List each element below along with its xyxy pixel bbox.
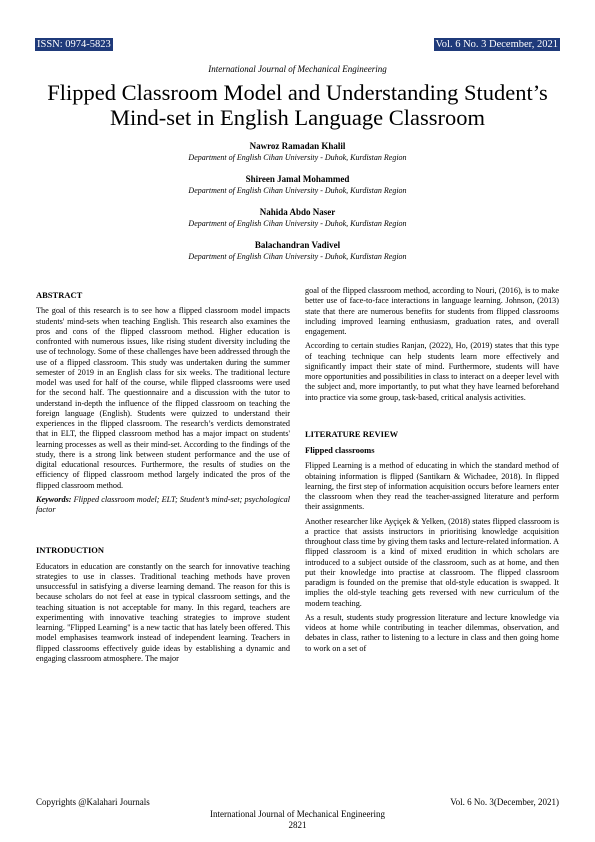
footer-copyright: Copyrights @Kalahari Journals [36,797,150,807]
author-block [30,173,565,197]
author-name: Shireen Jamal Mohammed [245,174,350,184]
author-affiliation: Department of English Cihan University - Duhok, Kurdistan Region [188,186,407,195]
author-block [30,206,565,230]
abstract-text: The goal of this research is to see how a flipped classroom model impacts students' mind-sets when teaching English. This research also examines the pros and cons of the flipped classroom method. Higher education is confronted with numerous issues, like rising student diversity including the use of technology. Some of these challenges have been addressed through the use of a flipped classroom. This study was undertaken during the summer semester of 2019 in an English class for six weeks. The traditional lecture model was used for half of the course, while flipped classrooms were used for the second half. The questionnaire and a discussion with the tutor to understand in-depth the influence of the flipped classroom on teaching the foreign language (English). Students were quizzed to understand their experiences in the flipped classroom. The research’s verdicts demonstrated that in ELT, the flipped classroom method has a major impact on students' learning processes as well as their mind-set. According to the findings of the study, there is a strong link between student performance and the use of digital educational resources. Furthermore, the results of studies on the efficiency of flipped classroom method largely indicated the pros of the flipped classroom method. [36,306,290,490]
literature-review-heading: LITERATURE REVIEW [305,428,399,439]
footer-center [0,809,595,831]
paragraph: Flipped Learning is a method of educating in which the standard method of obtaining information is flipped (Santikarn & Wichadee, 2018). In flipped learning, the first step of information acquisition occurs before learners enter the classroom when they read the teacher-assigned literature and perform their assignments. [305,461,559,512]
introduction-text: Educators in education are constantly on the search for innovative teaching strategies to use in classes. Traditional teaching methods have proven unsuccessful in satisfying a diverse learning demand. The reason for this is because scholars do not feel at ease in typical classroom settings, and the teaching situation is not acceptable for many. In this regard, teachers are experimenting with innovative teaching strategies to improve student learning. "Flipped Learning" is a new tactic that has lately been offered. This model emphasises teamwork instead of independent learning. Teachers in flipped classrooms effectively guide ideas by establishing a dynamic and engaging classroom atmosphere. The major [36,561,290,663]
footer-volume: Vol. 6 No. 3(December, 2021) [450,797,559,807]
paper-title: Flipped Classroom Model and Understanding Student’s Mind-set in English Language Classroom [47,80,548,130]
page-number: 2821 [288,820,307,830]
left-column [36,290,290,668]
issn-badge: ISSN: 0974-5823 [37,39,111,50]
paragraph: According to certain studies Ranjan, (2022), Ho, (2019) states that this type of teaching technique can help students learn more effectively and significantly impact their state of mind. Furthermore, students will have more opportunities and possibilities in class to interact on a deeper level with the subject and, more importantly, to put what they have learned beforehand into practice via some group, task-based, critical analysis activities. [305,341,559,402]
journal-name-header: International Journal of Mechanical Engineering [208,64,387,74]
keywords-text: Flipped classroom model; ELT; Student’s mind-set; psychological factor [36,494,291,514]
author-affiliation: Department of English Cihan University - Duhok, Kurdistan Region [188,219,407,228]
introduction-heading: INTRODUCTION [36,545,105,556]
author-affiliation: Department of English Cihan University - Duhok, Kurdistan Region [188,252,407,261]
keywords-label: Keywords: [36,494,72,504]
paragraph: goal of the flipped classroom method, according to Nouri, (2016), is to make better use of face-to-face interactions in language learning. Johnson, (2013) state that there are numerous benefits for students from flipped classrooms including improved learning enthusiasm, graduation rates, and overall engagement. [305,286,559,336]
author-block [30,239,565,263]
volume-badge: Vol. 6 No. 3 December, 2021 [435,39,558,50]
paragraph: As a result, students study progression literature and lecture knowledge via videos at home while contributing in teacher dilemmas, observation, and debates in class, rather to listening to a lecture in class and then going home to work on a set of [305,612,559,653]
footer-journal: International Journal of Mechanical Engineering [210,809,385,819]
author-name: Nawroz Ramadan Khalil [249,141,346,151]
keywords-line [36,495,290,516]
author-block [30,140,565,164]
author-list [30,140,565,272]
flipped-classrooms-subheading: Flipped classrooms [305,445,375,455]
author-affiliation: Department of English Cihan University - Duhok, Kurdistan Region [188,153,407,162]
right-column [305,286,559,658]
paragraph: Another researcher like Ayçiçek & Yelken, (2018) states flipped classroom is a practice that assists instructors in prioritising knowledge acquisition throughout class time by giving them tasks and lecture-related information. A flipped classroom is a kind of mixed erudition in which scholars are introduced to a subject outside of the classroom, such as at home, and then put their knowledge into practise at classroom. The flipped classroom paradigm is founded on the premise that old-style education is swapped. It implies the old-style teaching gets reversed with new curriculum of the modern teaching. [305,516,559,608]
author-name: Nahida Abdo Naser [259,207,336,217]
abstract-heading: ABSTRACT [36,290,83,300]
author-name: Balachandran Vadivel [254,240,341,250]
